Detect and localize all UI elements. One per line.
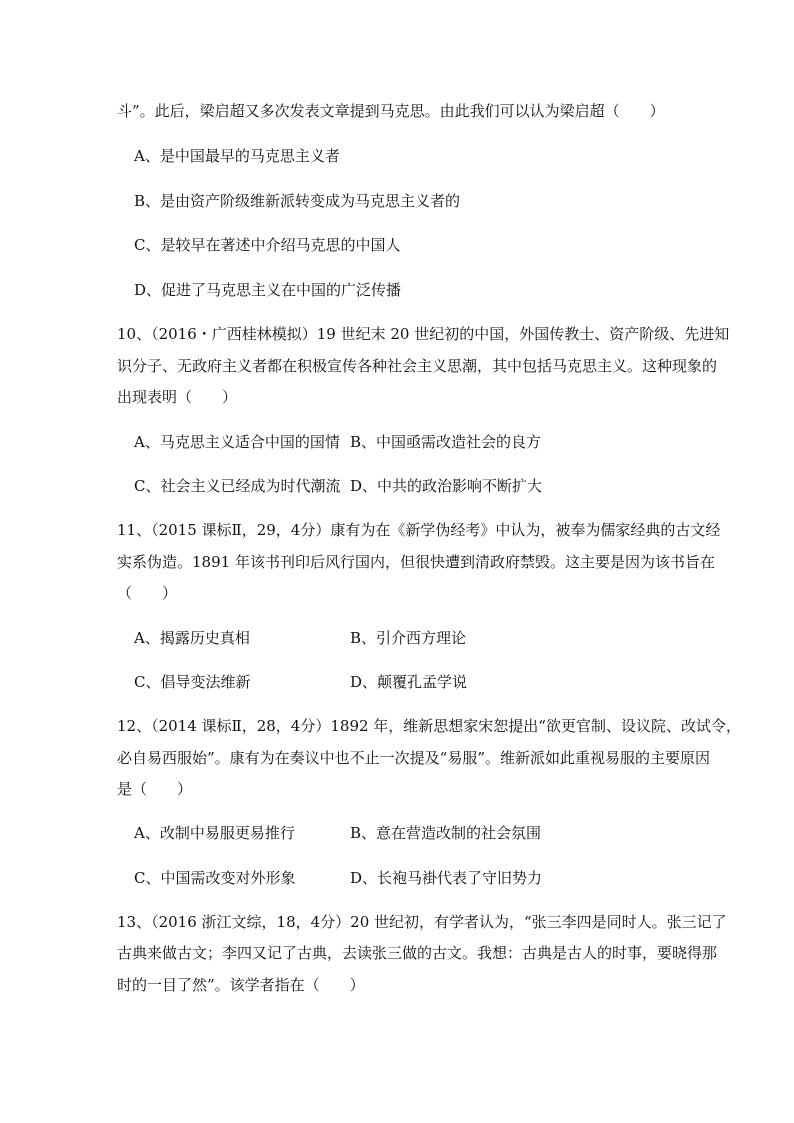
q11-option-a: A、揭露历史真相 (134, 629, 250, 647)
q12-option-c: C、中国需改变对外形象 (134, 869, 296, 887)
q11-stem-line2: 实系伪造。1891 年该书刊印后风行国内，但很快遭到清政府禁毁。这主要是因为该书旨在 (117, 553, 715, 571)
q9-option-d: D、促进了马克思主义在中国的广泛传播 (134, 281, 402, 299)
q12-stem-line3: 是（ ） (117, 780, 193, 798)
q10-option-c: C、社会主义已经成为时代潮流 (134, 477, 341, 495)
q9-stem-tail: 斗”。此后，梁启超又多次发表文章提到马克思。由此我们可以认为梁启超（ ） (117, 102, 665, 120)
q11-option-b: B、引介西方理论 (350, 629, 467, 647)
q11-option-d: D、颠覆孔孟学说 (350, 673, 468, 691)
q12-stem-line1: 12、（2014 课标Ⅱ，28，4分）1892 年，维新思想家宋恕提出“欲更官制、设议院、改试令， (117, 717, 741, 735)
q9-option-c: C、是较早在著述中介绍马克思的中国人 (134, 236, 401, 254)
q10-option-d: D、中共的政治影响不断扩大 (350, 477, 543, 495)
q12-option-a: A、改制中易服更易推行 (134, 824, 295, 842)
q10-option-b: B、中国亟需改造社会的良方 (350, 433, 542, 451)
q10-stem-line2: 识分子、无政府主义者都在积极宣传各种社会主义思潮，其中包括马克思主义。这种现象的 (117, 357, 718, 375)
q12-stem-line2: 必自易西服始”。康有为在奏议中也不止一次提及“易服”。维新派如此重视易服的主要原因 (117, 749, 711, 767)
q13-stem-line1: 13、（2016 浙江文综，18，4分）20 世纪初，有学者认为，“张三李四是同时人。张三记了 (117, 913, 727, 931)
q13-stem-line2: 古典来做古文；李四又记了古典，去读张三做的古文。我想：古典是古人的时事，要晓得那 (117, 944, 718, 962)
q12-option-d: D、长袍马褂代表了守旧势力 (350, 869, 543, 887)
q9-option-a: A、是中国最早的马克思主义者 (134, 147, 340, 165)
q11-option-c: C、倡导变法维新 (134, 673, 251, 691)
q10-stem-line1: 10、（2016・广西桂林模拟）19 世纪末 20 世纪初的中国，外国传教士、资产阶级、先进知 (117, 325, 730, 343)
q11-stem-line3: （ ） (117, 584, 178, 602)
q10-stem-line3: 出现表明（ ） (117, 388, 238, 406)
q9-option-b: B、是由资产阶级维新派转变成为马克思主义者的 (134, 192, 461, 210)
q10-option-a: A、马克思主义适合中国的国情 (134, 433, 340, 451)
q12-option-b: B、意在营造改制的社会氛围 (350, 824, 542, 842)
q13-stem-line3: 时的一目了然”。该学者指在（ ） (117, 976, 365, 994)
q11-stem-line1: 11、（2015 课标Ⅱ，29，4分）康有为在《新学伪经考》中认为，被奉为儒家经典的古文经 (117, 521, 721, 539)
